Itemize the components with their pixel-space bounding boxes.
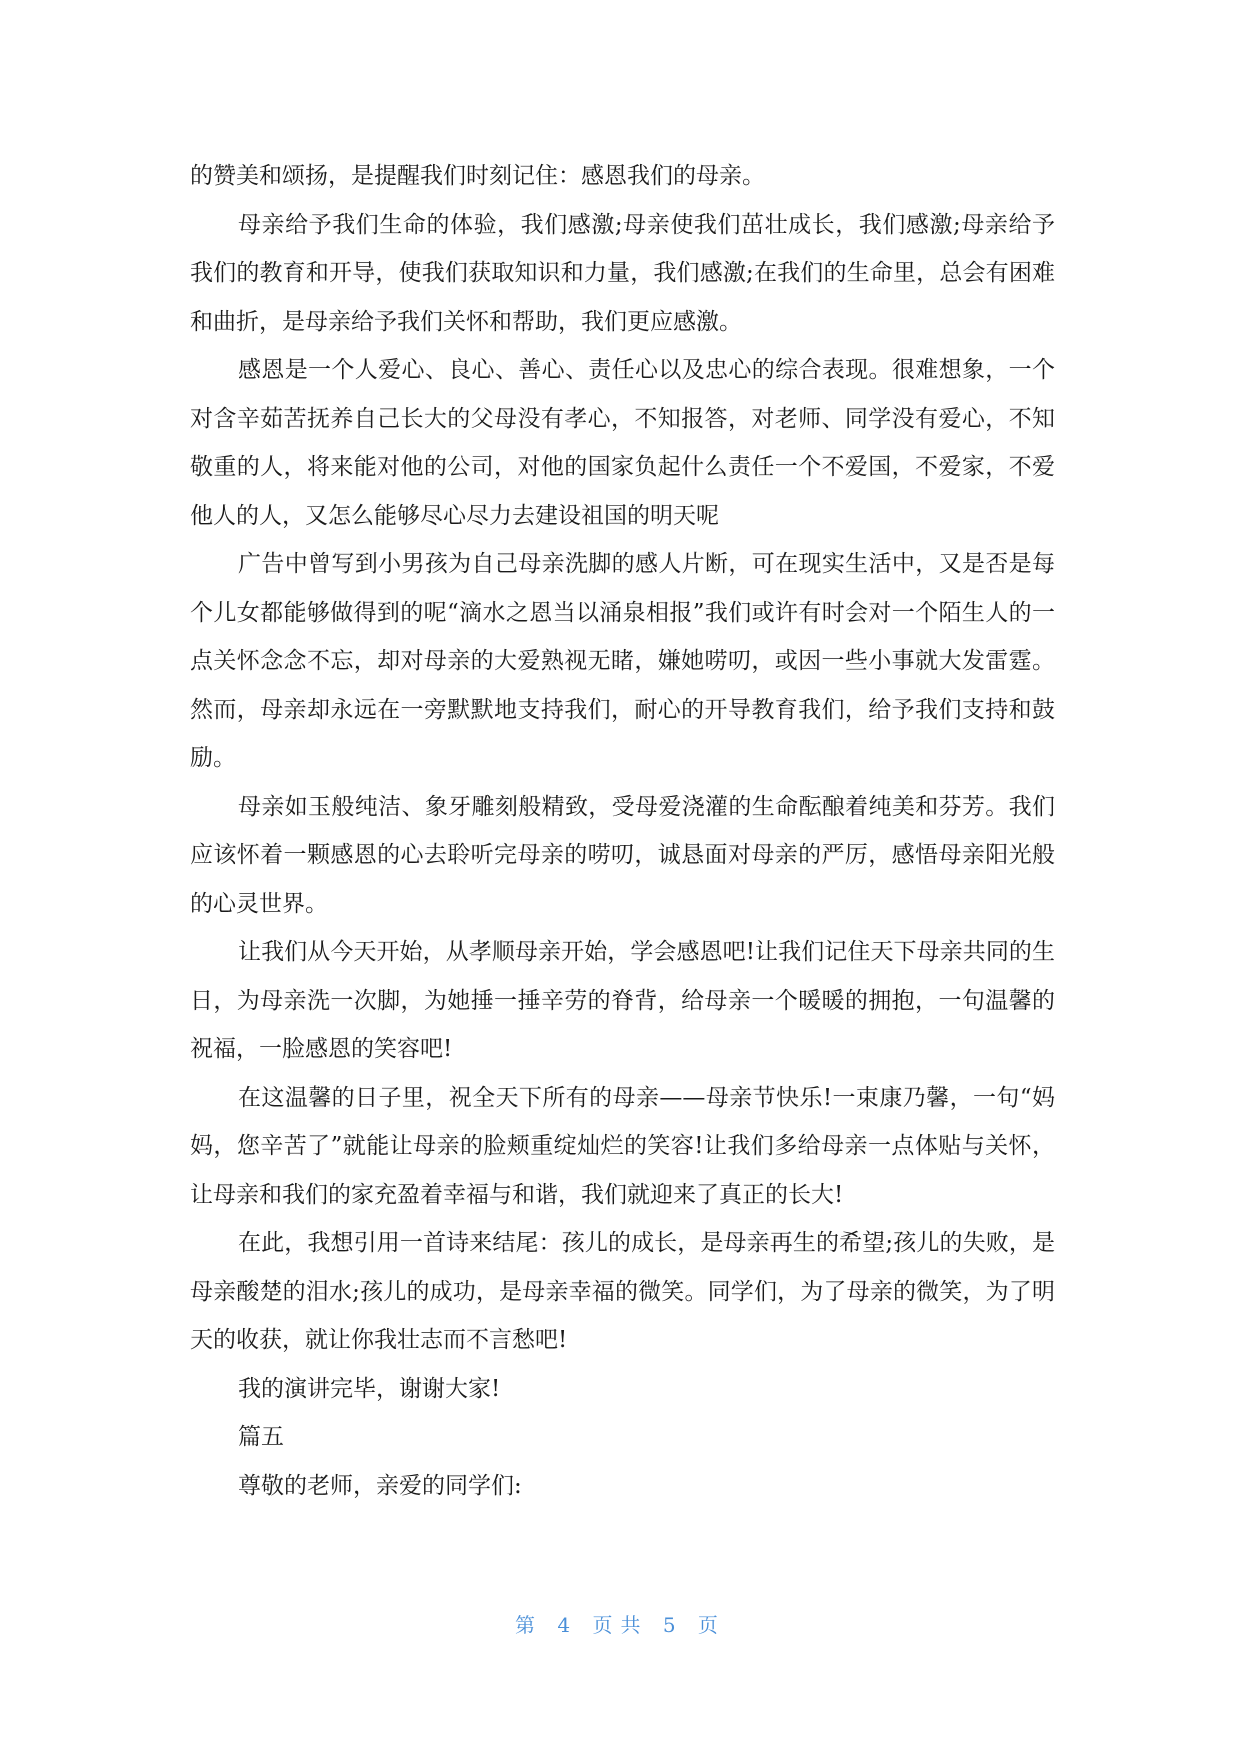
paragraph: 在此，我想引用一首诗来结尾：孩儿的成长，是母亲再生的希望;孩儿的失败，是母亲酸楚的泪水;孩儿的成功，是母亲幸福的微笑。同学们，为了母亲的微笑，为了明天的收获，就让你我壮志而不言愁吧! <box>190 1230 1055 1353</box>
paragraph: 让我们从今天开始，从孝顺母亲开始，学会感恩吧!让我们记住天下母亲共同的生日，为母亲洗一次脚，为她捶一捶辛劳的脊背，给母亲一个暖暖的拥抱，一句温馨的祝福，一脸感恩的笑容吧! <box>190 939 1055 1062</box>
paragraph: 感恩是一个人爱心、良心、善心、责任心以及忠心的综合表现。很难想象，一个对含辛茹苦抚养自己长大的父母没有孝心，不知报答，对老师、同学没有爱心，不知敬重的人，将来能对他的公司，对他的国家负起什么责任一个不爱国，不爱家，不爱他人的人，又怎么能够尽心尽力去建设祖国的明天呢 <box>190 357 1055 529</box>
page-number: 第 4 页共 5 页 <box>515 1613 726 1637</box>
paragraph: 我的演讲完毕，谢谢大家! <box>238 1375 501 1402</box>
paragraph: 在这温馨的日子里，祝全天下所有的母亲——母亲节快乐!一束康乃馨，一句“妈妈，您辛苦了”就能让母亲的脸颊重绽灿烂的笑容!让我们多给母亲一点体贴与关怀，让母亲和我们的家充盈着幸福与和谐，我们就迎来了真正的长大! <box>190 1084 1055 1208</box>
paragraph: 的赞美和颂扬，是提醒我们时刻记住：感恩我们的母亲。 <box>190 163 765 189</box>
section-heading: 篇五 <box>238 1424 284 1450</box>
document-body <box>190 152 1055 1510</box>
paragraph: 广告中曾写到小男孩为自己母亲洗脚的感人片断，可在现实生活中，又是否是每个儿女都能够做得到的呢“滴水之恩当以涌泉相报”我们或许有时会对一个陌生人的一点关怀念念不忘，却对母亲的大爱熟视无睹，嫌她唠叨，或因一些小事就大发雷霆。然而，母亲却永远在一旁默默地支持我们，耐心的开导教育我们，给予我们支持和鼓励。 <box>190 551 1055 771</box>
paragraph: 母亲给予我们生命的体验，我们感激;母亲使我们茁壮成长，我们感激;母亲给予我们的教育和开导，使我们获取知识和力量，我们感激;在我们的生命里，总会有困难和曲折，是母亲给予我们关怀和帮助，我们更应感激。 <box>190 211 1055 335</box>
paragraph: 母亲如玉般纯洁、象牙雕刻般精致，受母爱浇灌的生命酝酿着纯美和芬芳。我们应该怀着一颗感恩的心去聆听完母亲的唠叨，诚恳面对母亲的严厉，感悟母亲阳光般的心灵世界。 <box>190 793 1055 917</box>
salutation: 尊敬的老师，亲爱的同学们: <box>238 1472 522 1499</box>
page-footer <box>0 1609 1241 1638</box>
